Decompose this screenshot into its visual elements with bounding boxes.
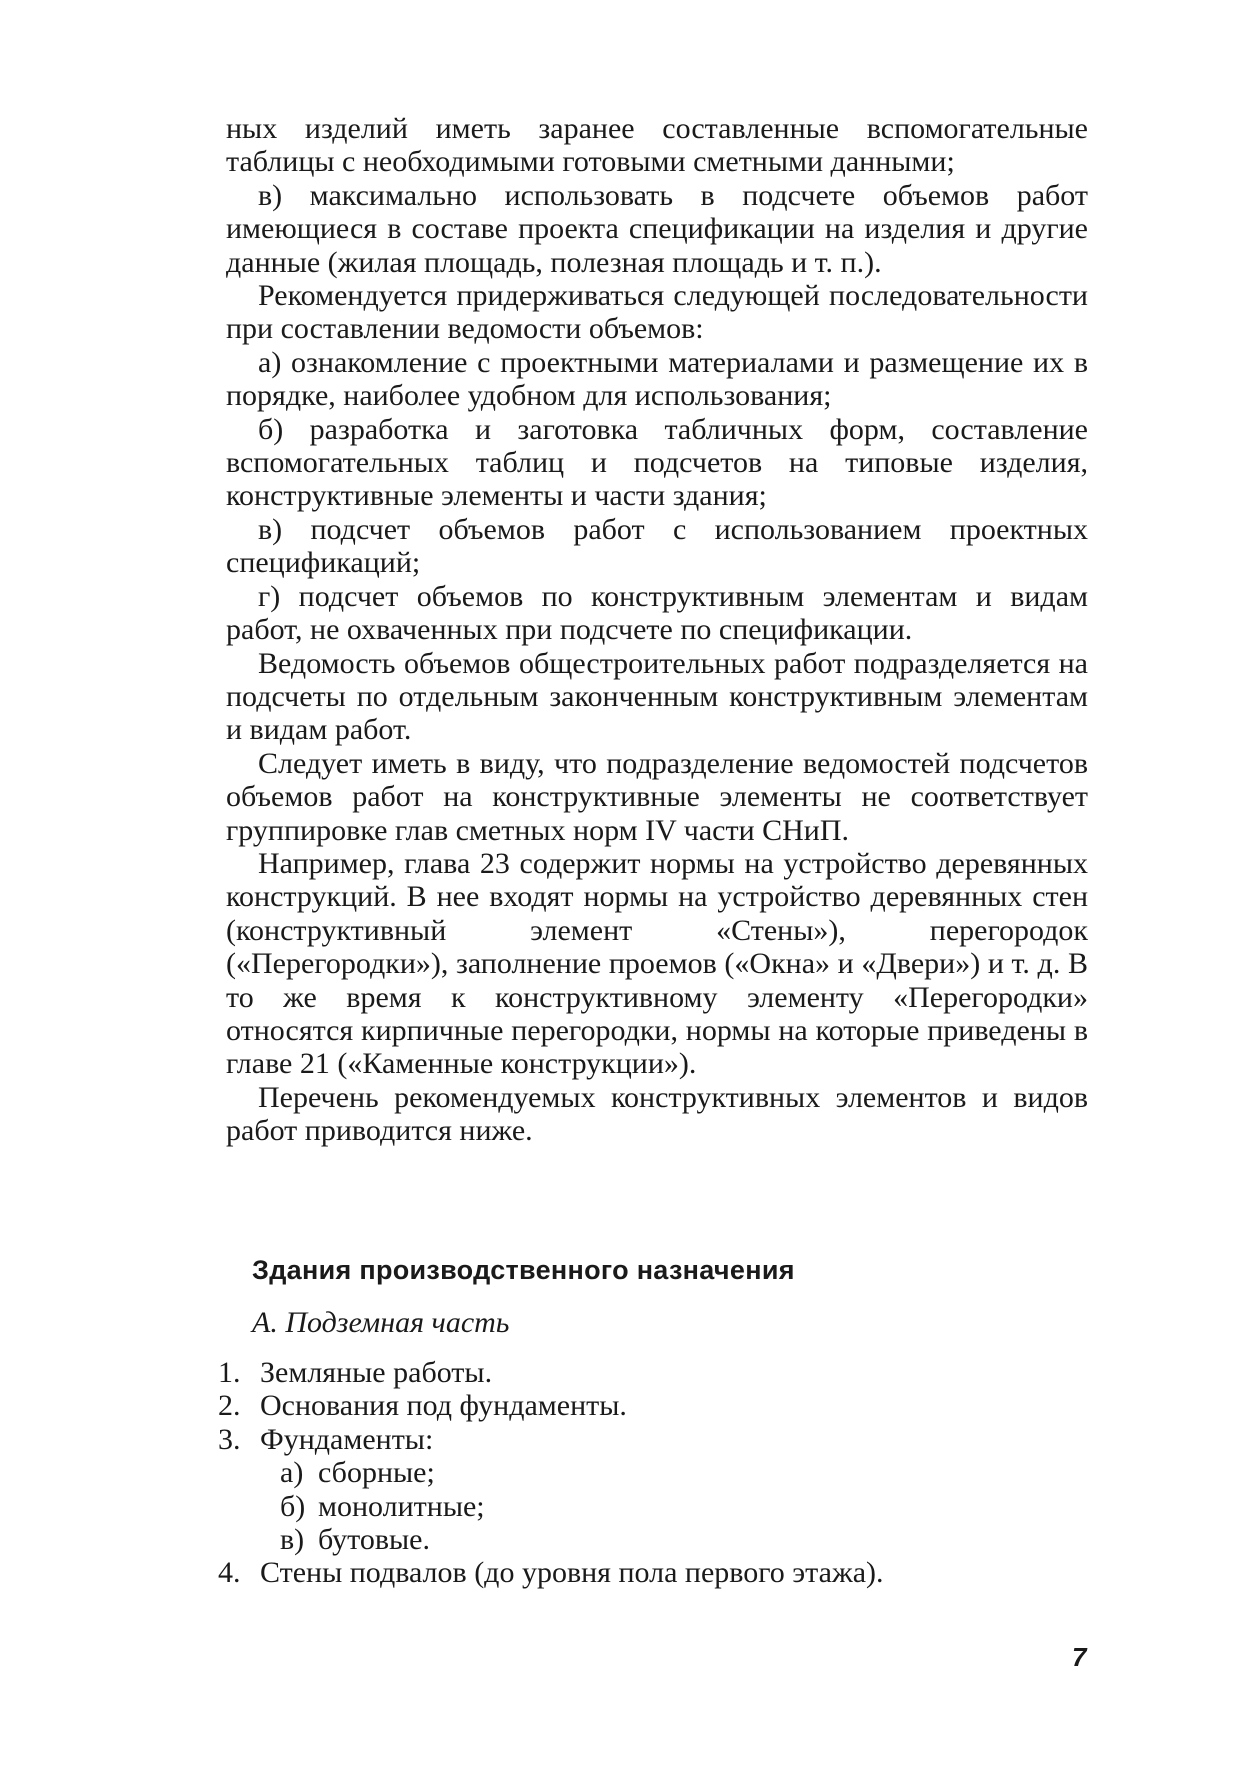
list-subitem — [218, 1456, 1078, 1489]
page-number: 7 — [1072, 1642, 1087, 1672]
list-item-text: Стены подвалов (до уровня пола первого этажа). — [260, 1556, 884, 1590]
list-item-number: б) — [280, 1489, 306, 1523]
list-item-text: бутовые. — [318, 1523, 430, 1557]
paragraph: ных изделий иметь заранее составленные вспомогательные таблицы с необходимыми готовыми сметными данными; — [226, 112, 1088, 179]
list-item-text: сборные; — [318, 1456, 435, 1490]
list-item — [218, 1556, 1078, 1589]
section-subheading: А. Подземная часть — [252, 1306, 510, 1339]
section-heading: Здания производственного назначения — [252, 1255, 795, 1285]
paragraph: Например, глава 23 содержит нормы на устройство деревянных конструкций. В нее входят нормы на устройство деревянных стен (конструктивный элемент «Стены»), перегородок («Перегородки»), заполнение проемов («Окна» и «Двери») и т. д. В то же время к конструктивному элементу «Перегородки» относятся кирпичные перегородки, нормы на которые приведены в главе 21 («Каменные конструкции»). — [226, 846, 1088, 1081]
list-item-number: 3. — [218, 1422, 241, 1456]
list-subitem — [218, 1490, 1078, 1523]
list-item — [218, 1356, 1078, 1389]
list-item-text: Земляные работы. — [260, 1356, 493, 1389]
list-item-number: 1. — [218, 1356, 241, 1389]
paragraph: в) подсчет объемов работ с использованием проектных спецификаций; — [226, 512, 1088, 580]
list-item — [218, 1389, 1078, 1422]
paragraph: б) разработка и заготовка табличных форм, составление вспомогательных таблиц и подсчетов на типовые изделия, конструктивные элементы и части здания; — [226, 412, 1088, 513]
paragraph: Ведомость объемов общестроительных работ подразделяется на подсчеты по отдельным законченным конструктивным элементам и видам работ. — [226, 646, 1088, 747]
body-text — [226, 112, 1088, 1148]
work-list — [218, 1356, 1078, 1590]
list-item-text: монолитные; — [318, 1489, 485, 1523]
paragraph: Следует иметь в виду, что подразделение ведомостей подсчетов объемов работ на конструктивные элементы не соответствует группировке глав сметных норм IV части СНиП. — [226, 746, 1088, 847]
list-subitem — [218, 1523, 1078, 1556]
list-item-number: в) — [280, 1523, 305, 1557]
list-item-text: Фундаменты: — [260, 1422, 434, 1456]
paragraph: Перечень рекомендуемых конструктивных элементов и видов работ приводится ниже. — [226, 1080, 1088, 1148]
list-item-text: Основания под фундаменты. — [260, 1389, 627, 1423]
list-item — [218, 1423, 1078, 1456]
list-item-number: а) — [280, 1456, 304, 1490]
paragraph: г) подсчет объемов по конструктивным элементам и видам работ, не охваченных при подсчете по спецификации. — [226, 579, 1088, 647]
paragraph: в) максимально использовать в подсчете объемов работ имеющиеся в составе проекта спецификации на изделия и другие данные (жилая площадь, полезная площадь и т. п.). — [226, 178, 1088, 279]
paragraph: Рекомендуется придерживаться следующей последовательности при составлении ведомости объемов: — [226, 279, 1088, 346]
list-item-number: 2. — [218, 1389, 241, 1423]
list-item-number: 4. — [218, 1556, 241, 1590]
paragraph: а) ознакомление с проектными материалами и размещение их в порядке, наиболее удобном для использования; — [226, 345, 1088, 413]
